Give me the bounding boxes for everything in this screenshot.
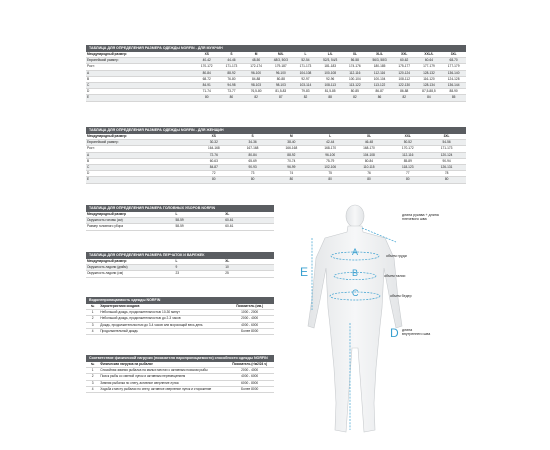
table-cell: 82	[392, 95, 417, 101]
table-cell: 82	[244, 95, 269, 101]
table-cell: 116-120	[417, 76, 442, 82]
table-cell: S	[233, 134, 272, 140]
table-cell: 78	[427, 171, 466, 177]
table-cell: 110-115	[350, 165, 389, 171]
table-cell: Поиск рыбы со сменой лунок и активным перемещением	[99, 374, 225, 380]
table-cell: M/L	[268, 52, 293, 58]
table-cell: 174-176	[343, 64, 368, 70]
table-cell: 88-92	[272, 152, 311, 158]
table-cell: 58-59	[174, 218, 224, 224]
table-cell: Более 8000	[225, 386, 274, 392]
table-cell: 175-177	[392, 64, 417, 70]
table-cell: 102-106	[311, 165, 350, 171]
table-cell: 87	[268, 95, 293, 101]
hats-table-title: ТАБЛИЦА ДЛЯ ОПРЕДЕЛЕНИЯ РАЗМЕРА ГОЛОВНЫХ УБОРОВ NORFIN	[86, 205, 274, 212]
table-cell: 86-87	[367, 89, 392, 95]
table-cell: Рост:	[86, 146, 194, 152]
table-cell: 54-56	[427, 140, 466, 146]
gloves-table-title: ТАБЛИЦА ДЛЯ ОПРЕДЕЛЕНИЯ РАЗМЕРА ПЕРЧАТОК И ВАРЕЖЕК	[86, 252, 274, 259]
table-cell: 60-63	[194, 158, 233, 164]
table-cell: M	[244, 52, 269, 58]
table-cell: Размер головного убора	[86, 224, 174, 230]
table-row	[86, 322, 274, 328]
women-table-title: ТАБЛИЦА ДЛЯ ОПРЕДЕЛЕНИЯ РАЗМЕРА ОДЕЖДЫ NORFIN - ДЛЯ ЖЕНЩИН	[86, 127, 466, 134]
table-cell: M	[272, 134, 311, 140]
table-cell: Более 8000	[225, 328, 274, 334]
table-cell: XL	[350, 134, 389, 140]
table-cell: XS	[194, 134, 233, 140]
table-cell: 3	[86, 380, 99, 386]
table-cell: 126-131	[427, 165, 466, 171]
table-cell: 56-58	[343, 58, 368, 64]
table-cell: 52-54	[293, 58, 318, 64]
table-cell: XL/L	[367, 52, 392, 58]
table-row	[86, 271, 274, 277]
table-cell: 128-132	[417, 70, 442, 76]
gloves-table-body	[86, 259, 274, 278]
table-cell: 120-124	[392, 70, 417, 76]
table-cell: 181-183	[318, 64, 343, 70]
table-cell: 164-168	[194, 146, 233, 152]
table-cell: 3XL	[441, 52, 466, 58]
table-cell: 23	[174, 271, 224, 277]
table-cell: 113-122	[343, 83, 368, 89]
table-cell: 82	[343, 95, 368, 101]
letter-b: B	[352, 268, 359, 278]
table-cell: 166-168	[272, 146, 311, 152]
table-cell: XL	[343, 52, 368, 58]
table-cell: 104-108	[350, 152, 389, 158]
table-cell: B	[86, 76, 194, 82]
table-cell: 179-187	[268, 64, 293, 70]
men-table-body	[86, 52, 466, 102]
table-cell: 46-48	[350, 140, 389, 146]
table-cell: 72	[194, 171, 233, 177]
table-cell: 2	[86, 374, 99, 380]
table-cell: 171-173	[293, 64, 318, 70]
table-cell: Международный размер:	[86, 134, 194, 140]
table-cell: 120-124	[427, 152, 466, 158]
table-cell: 76-80	[219, 76, 244, 82]
table-cell: 3XL	[427, 134, 466, 140]
table-cell: 82	[293, 95, 318, 101]
table-cell: Дождь, продолжительностью до 3-4 часов или моросящий весь день	[99, 322, 225, 328]
table-cell: 84-91	[194, 83, 219, 89]
table-cell: 136-140	[441, 70, 466, 76]
men-size-table	[86, 45, 466, 102]
table-cell: 113-122	[367, 83, 392, 89]
table-cell: 172-174	[244, 64, 269, 70]
breathability-table-body	[86, 362, 274, 393]
table-cell: 168-170	[311, 146, 350, 152]
table-cell: 74	[272, 171, 311, 177]
table-cell: 80	[388, 177, 427, 183]
breathability-table-title: Соответствие физической нагрузки (показателя паропроницаемости) способности одежды NORFIN	[86, 355, 274, 362]
table-cell: 88-92	[219, 70, 244, 76]
table-cell: 80-84	[233, 152, 272, 158]
letter-c: C	[352, 288, 359, 298]
hats-table-body	[86, 212, 274, 231]
table-row	[86, 374, 274, 380]
table-cell: Окружность головы (см)	[86, 218, 174, 224]
table-cell: 177-179	[417, 64, 442, 70]
table-cell: 86	[367, 95, 392, 101]
table-cell: 44-46	[219, 58, 244, 64]
table-cell: 112-116	[367, 70, 392, 76]
table-cell: 85-89	[388, 158, 427, 164]
table-cell: L/L	[318, 52, 343, 58]
table-cell: 98-103	[268, 83, 293, 89]
table-cell: 96-99	[272, 165, 311, 171]
table-cell: 100-104	[367, 76, 392, 82]
table-cell: 108-113	[318, 83, 343, 89]
breathability-table	[86, 355, 274, 393]
table-cell: 167-168	[233, 146, 272, 152]
table-cell: 94-98	[219, 83, 244, 89]
table-cell: 38-40	[272, 140, 311, 146]
waterproof-table-title: Водонепроницаемость одежды NORFIN	[86, 297, 274, 304]
table-cell: 80-88	[268, 76, 293, 82]
table-cell: Международный размер:	[86, 259, 174, 265]
table-cell: 128-134	[417, 83, 442, 89]
table-cell: 103-114	[293, 83, 318, 89]
table-cell: C	[86, 83, 194, 89]
table-cell: A	[86, 152, 194, 158]
note-inseam: длина внутреннего шва	[402, 328, 431, 336]
table-cell: 80	[272, 177, 311, 183]
table-cell: 88-90	[441, 89, 466, 95]
table-cell: 4	[86, 328, 99, 334]
table-cell: 42-44	[311, 140, 350, 146]
table-cell: 65-69	[233, 158, 272, 164]
table-row	[86, 177, 466, 183]
hats-size-table	[86, 205, 274, 231]
table-cell: XS	[194, 52, 219, 58]
letter-e: E	[300, 265, 309, 279]
table-cell: 80	[219, 95, 244, 101]
table-cell: 4000 - 6000	[225, 322, 274, 328]
note-chest: объем груди	[386, 254, 407, 258]
table-cell: 70-74	[272, 158, 311, 164]
table-cell: Окружность ладони (см)	[86, 271, 174, 277]
table-cell: 87,5-88,5	[417, 89, 442, 95]
table-cell: 100-108	[318, 70, 343, 76]
table-cell: Физическая нагрузка на рыбалке	[99, 362, 225, 368]
table-cell: Европейский размер:	[86, 140, 194, 146]
gloves-size-table	[86, 252, 274, 278]
table-cell: E	[86, 177, 194, 183]
table-cell: Показатель (г/м2/24 ч)	[225, 362, 274, 368]
table-cell: 124-128	[441, 76, 466, 82]
table-cell: №	[86, 362, 99, 368]
table-cell: 112-116	[388, 152, 427, 158]
table-cell: 168-170	[350, 146, 389, 152]
table-cell: 50-52	[388, 140, 427, 146]
table-cell: 112-116	[343, 70, 368, 76]
table-row	[86, 328, 274, 334]
table-cell: 84-87	[194, 165, 233, 171]
table-cell: Небольшой дождь, продолжительностью до 2-3 часов	[99, 316, 225, 322]
table-cell: 76,5-80	[244, 89, 269, 95]
table-cell: 1	[86, 368, 99, 374]
table-cell: 80	[427, 177, 466, 183]
table-cell: 4000 - 6000	[225, 374, 274, 380]
table-cell: 96-100	[268, 70, 293, 76]
table-cell: 2000 - 4000	[225, 368, 274, 374]
table-cell: 10	[224, 265, 274, 271]
table-cell: 76	[350, 171, 389, 177]
women-table-body	[86, 134, 466, 184]
table-cell: Продолжительный дождь	[99, 328, 225, 334]
table-cell: 80	[233, 177, 272, 183]
table-cell: 81,5-83	[268, 89, 293, 95]
table-cell: 34-36	[233, 140, 272, 146]
waterproof-table-body	[86, 304, 274, 335]
table-cell: 60-61	[224, 224, 274, 230]
table-cell: C	[86, 165, 194, 171]
table-cell: D	[86, 171, 194, 177]
table-cell: 88	[318, 95, 343, 101]
table-cell: 98-103	[244, 83, 269, 89]
table-cell: 104-108	[293, 70, 318, 76]
table-row	[86, 224, 274, 230]
table-cell: Международный размер:	[86, 52, 194, 58]
table-cell: 100-104	[343, 76, 368, 82]
body-silhouette	[290, 198, 445, 443]
table-cell: S	[219, 52, 244, 58]
table-cell: 136-144	[441, 83, 466, 89]
table-row	[86, 95, 466, 101]
table-cell: 6000 - 8000	[225, 380, 274, 386]
table-cell: 40-42	[194, 58, 219, 64]
table-cell: 30-32	[194, 140, 233, 146]
table-cell: Международный размер	[86, 212, 174, 218]
table-cell: 25	[224, 271, 274, 277]
table-cell: L	[311, 134, 350, 140]
table-cell: L	[174, 212, 224, 218]
table-cell: 177-179	[441, 64, 466, 70]
table-cell: 68-72	[194, 76, 219, 82]
table-cell: 1	[86, 310, 99, 316]
table-cell: 72-76	[194, 152, 233, 158]
table-cell: 84	[417, 95, 442, 101]
letter-d: D	[390, 326, 399, 340]
table-cell: L	[293, 52, 318, 58]
table-cell: A	[86, 70, 194, 76]
table-cell: 71-74	[194, 89, 219, 95]
table-cell: Зимняя рыбалка по снегу, активное сверление лунок	[99, 380, 225, 386]
table-cell: XL	[224, 212, 274, 218]
table-cell: 92-97	[293, 76, 318, 82]
table-cell: 108-112	[392, 76, 417, 82]
table-cell: Показатель (мм.)	[225, 304, 274, 310]
body-measurement-figure	[290, 198, 445, 443]
table-cell: 60-64	[417, 58, 442, 64]
table-cell: 118-123	[388, 165, 427, 171]
table-cell: 80	[350, 177, 389, 183]
table-cell: 92-96	[318, 76, 343, 82]
table-cell: 2000 - 4000	[225, 316, 274, 322]
table-cell: XL	[224, 259, 274, 265]
table-cell: Спокойная зимняя рыбалка на малых местах с активным поиском рыбы	[99, 368, 225, 374]
table-cell: Рост:	[86, 64, 194, 70]
table-cell: 79-83	[293, 89, 318, 95]
table-cell: Характеристики осадков	[99, 304, 225, 310]
table-cell: XXL/L	[417, 52, 442, 58]
table-cell: 86-88	[392, 89, 417, 95]
table-cell: D	[86, 89, 194, 95]
table-cell: L	[174, 259, 224, 265]
table-cell: 81,5-85	[318, 89, 343, 95]
table-cell: XXL	[392, 52, 417, 58]
table-cell: 90-93	[233, 165, 272, 171]
waterproof-table	[86, 297, 274, 335]
table-cell: 80-84	[350, 158, 389, 164]
table-cell: 48-50	[244, 58, 269, 64]
table-cell: XXL	[388, 134, 427, 140]
table-cell: 73	[233, 171, 272, 177]
table-cell: E	[86, 95, 194, 101]
table-cell: 122-130	[392, 83, 417, 89]
table-cell: 58-59	[174, 224, 224, 230]
table-row	[86, 316, 274, 322]
table-cell: 85	[441, 95, 466, 101]
table-cell: Ходьба к месту рыбалки по снегу, активное сверление лунок и сторожение	[99, 386, 225, 392]
table-cell: 75	[311, 171, 350, 177]
table-cell: 80-85	[343, 89, 368, 95]
table-cell: 80	[311, 177, 350, 183]
note-sleeve: длина рукава + длина плечевого шва	[402, 213, 439, 221]
table-cell: 170-172	[388, 146, 427, 152]
table-cell: 180-185	[367, 64, 392, 70]
table-cell: 2	[86, 316, 99, 322]
table-cell: 90-94	[427, 158, 466, 164]
table-cell: 56/3, 58/3	[367, 58, 392, 64]
table-cell: 171-173	[219, 64, 244, 70]
table-cell: 96-100	[244, 70, 269, 76]
table-cell: 80	[194, 95, 219, 101]
table-cell: Европейский размер:	[86, 58, 194, 64]
table-cell: 60-61	[224, 218, 274, 224]
note-hips: объем бедер	[390, 294, 412, 298]
table-cell: 48/3, 50/3	[268, 58, 293, 64]
table-row	[86, 386, 274, 392]
table-cell: 84-88	[244, 76, 269, 82]
table-cell: 68-70	[441, 58, 466, 64]
table-cell: 80-84	[194, 70, 219, 76]
table-cell: Окружность ладони (дюйм)	[86, 265, 174, 271]
table-cell: 80	[194, 177, 233, 183]
table-cell: 73-77	[219, 89, 244, 95]
table-cell: 77	[388, 171, 427, 177]
table-cell: 9	[174, 265, 224, 271]
table-cell: 4	[86, 386, 99, 392]
note-waist: объем талии	[384, 274, 406, 278]
table-cell: Небольшой дождь, продолжительностью 10-30 минут	[99, 310, 225, 316]
women-size-table	[86, 127, 466, 184]
table-cell: 171-173	[427, 146, 466, 152]
letter-a: A	[352, 247, 359, 257]
table-cell: 75-79	[311, 158, 350, 164]
table-row	[86, 368, 274, 374]
table-cell: B	[86, 158, 194, 164]
table-cell: 52/3, 54/3	[318, 58, 343, 64]
table-cell: 96-100	[311, 152, 350, 158]
table-cell: №	[86, 304, 99, 310]
table-cell: 1000 - 2000	[225, 310, 274, 316]
table-cell: 170-172	[194, 64, 219, 70]
table-cell: 60-62	[392, 58, 417, 64]
men-table-title: ТАБЛИЦА ДЛЯ ОПРЕДЕЛЕНИЯ РАЗМЕРА ОДЕЖДЫ NORFIN - ДЛЯ МУЖЧИН	[86, 45, 466, 52]
table-cell: 3	[86, 322, 99, 328]
